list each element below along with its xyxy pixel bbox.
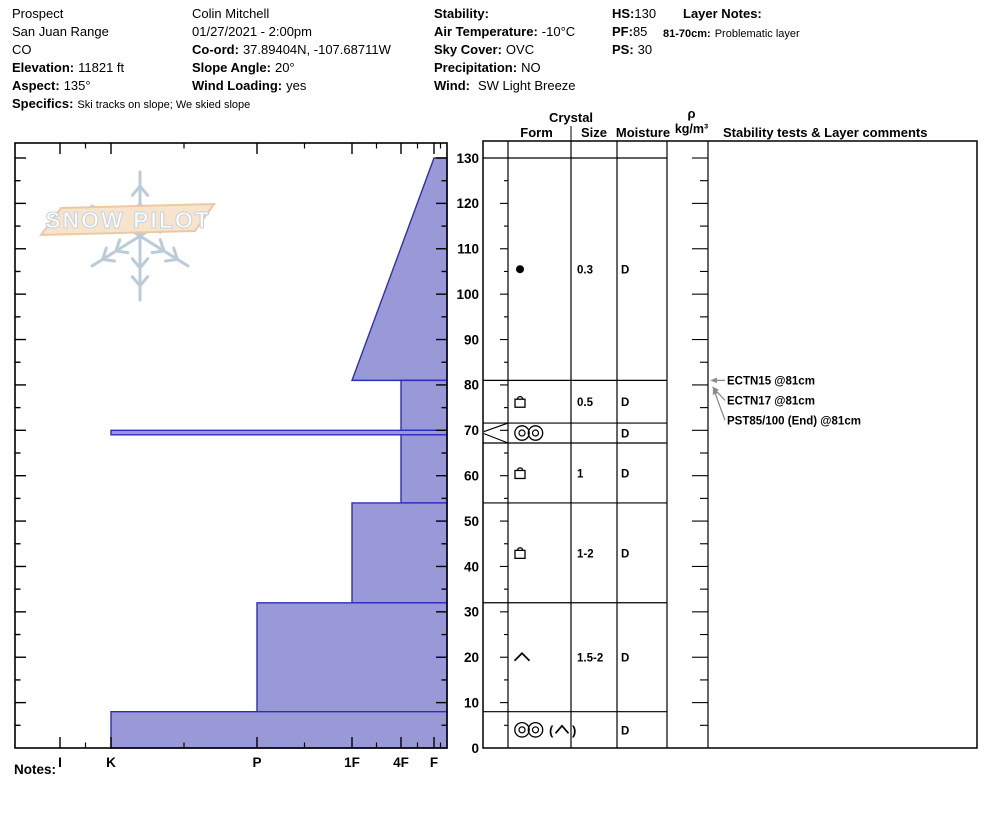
depth-label: 10 <box>463 695 479 711</box>
thin-layer-connector <box>484 434 508 443</box>
snowflake-branch <box>166 259 178 261</box>
snowpilot-logo <box>41 172 214 300</box>
hardness-label: P <box>252 755 262 770</box>
moisture-value: D <box>621 548 630 561</box>
hardness-label: F <box>429 755 439 770</box>
hs-value: 130 <box>634 6 657 21</box>
grain-form-symbol-MFpc <box>515 426 529 440</box>
table-border <box>483 141 977 748</box>
observation-datetime: 01/27/2021 - 2:00pm <box>192 24 312 39</box>
moisture-value: D <box>621 264 630 277</box>
coord-value: 37.89404N, -107.68711W <box>242 42 391 57</box>
grain-form-symbol-MFpc-inner <box>533 727 539 733</box>
grain-form-symbol-FCxr <box>515 470 525 478</box>
snowflake-branch <box>152 251 164 253</box>
layer-polygon <box>352 503 447 603</box>
snowflake-icon <box>92 172 188 300</box>
mountain-range: San Juan Range <box>12 24 109 39</box>
moisture-header: Moisture <box>615 125 671 140</box>
stability-test-label: PST85/100 (End) @81cm <box>727 415 861 428</box>
wind-loading-value: yes <box>286 78 307 93</box>
test-arrow-head <box>710 378 717 384</box>
depth-label: 0 <box>471 740 479 756</box>
elevation-value: 11821 ft <box>78 60 125 75</box>
layer-note-range: 81-70cm: <box>663 28 711 40</box>
slope-angle-value: 20° <box>274 60 295 75</box>
layer-note-text: Problematic layer <box>714 28 800 40</box>
depth-label: 70 <box>463 423 479 439</box>
layer-notes-label: Layer Notes: <box>683 6 762 21</box>
elevation-label: Elevation: <box>12 60 75 75</box>
hardness-label: I <box>58 755 62 770</box>
size-value: 0.3 <box>577 264 593 277</box>
coord-label: Co-ord: <box>192 42 239 57</box>
depth-label: 60 <box>463 468 479 484</box>
grain-form-symbol-FCxr <box>515 550 525 558</box>
stability-test-label: ECTN17 @81cm <box>727 395 815 408</box>
size-value: 1 <box>577 468 584 481</box>
notes-label: Notes: <box>14 762 57 777</box>
grain-form-symbol-MFpc <box>528 723 542 737</box>
logo-text: SNOW PILOT <box>45 207 211 233</box>
precip-value: NO <box>521 60 541 75</box>
wind-value: SW Light Breeze <box>477 78 576 93</box>
grain-form-symbol-MFpc <box>528 426 542 440</box>
stability-label: Stability: <box>434 6 489 21</box>
test-arrow-line <box>715 392 725 420</box>
depth-label: 110 <box>457 241 479 257</box>
hardness-label: K <box>106 755 116 770</box>
grain-form-symbol-DH <box>556 726 569 734</box>
pf-label: PF: <box>612 24 633 39</box>
depth-label: 80 <box>463 377 479 393</box>
depth-label: 30 <box>463 604 479 620</box>
hardness-label: 1F <box>344 755 360 770</box>
air-temp-label: Air Temperature: <box>434 24 538 39</box>
grain-form-symbol-MFpc-inner <box>519 727 525 733</box>
moisture-value: D <box>621 652 630 665</box>
density-unit-header: kg/m³ <box>674 122 709 136</box>
grain-form-symbol-DH <box>515 653 530 661</box>
size-value: 1.5-2 <box>577 652 604 665</box>
observer-name: Colin Mitchell <box>192 6 270 21</box>
grain-form-symbol-MFpc-inner <box>533 430 539 436</box>
aspect-label: Aspect: <box>12 78 60 93</box>
form-header: Form <box>520 125 553 140</box>
depth-label: 40 <box>463 559 479 575</box>
secondary-form-paren: ) <box>572 722 577 738</box>
grain-form-symbol-MFpc-inner <box>519 430 525 436</box>
depth-label: 130 <box>456 150 479 166</box>
layer-polygon <box>401 380 447 430</box>
specifics-label: Specifics: <box>12 96 74 111</box>
layer-polygon <box>111 712 447 748</box>
hs-label: HS: <box>612 6 635 21</box>
ps-value: 30 <box>637 42 653 57</box>
density-symbol-header: ρ <box>687 106 696 121</box>
size-header: Size <box>580 125 608 140</box>
grain-form-symbol-RG <box>516 265 524 273</box>
snowflake-branch <box>103 259 115 261</box>
wind-label: Wind: <box>434 78 470 93</box>
state: CO <box>12 42 32 57</box>
grain-form-symbol-MFpc <box>515 723 529 737</box>
aspect-value: 135° <box>63 78 91 93</box>
hardness-label: 4F <box>393 755 409 770</box>
air-temp-value: -10°C <box>541 24 576 39</box>
stability-tests <box>710 375 861 427</box>
sky-cover-value: OVC <box>505 42 535 57</box>
layer-polygon <box>111 430 447 435</box>
size-value: 0.5 <box>577 397 593 410</box>
specifics-value: Ski tracks on slope; We skied slope <box>77 99 251 111</box>
pf-value: 85 <box>632 24 648 39</box>
snowflake-branch <box>116 251 128 253</box>
depth-label: 50 <box>463 513 479 529</box>
stability-header: Stability tests & Layer comments <box>723 125 928 140</box>
depth-label: 90 <box>463 332 479 348</box>
grain-form-symbol-FCxr <box>515 399 525 407</box>
moisture-value: D <box>621 468 630 481</box>
moisture-value: D <box>621 725 630 738</box>
size-value: 1-2 <box>577 548 594 561</box>
layer-polygon <box>352 158 447 380</box>
slope-angle-label: Slope Angle: <box>192 60 271 75</box>
stability-test-label: ECTN15 @81cm <box>727 375 815 388</box>
crystal-header: Crystal <box>548 110 594 125</box>
pit-name: Prospect <box>12 6 64 21</box>
sky-cover-label: Sky Cover: <box>434 42 502 57</box>
depth-label: 100 <box>456 286 479 302</box>
precip-label: Precipitation: <box>434 60 518 75</box>
depth-label: 120 <box>456 196 479 212</box>
layer-polygon <box>257 603 447 712</box>
wind-loading-label: Wind Loading: <box>192 78 283 93</box>
moisture-value: D <box>621 428 630 441</box>
secondary-form-paren: ( <box>549 722 554 738</box>
depth-label: 20 <box>463 650 479 666</box>
ps-label: PS: <box>612 42 634 57</box>
layer-polygon <box>401 435 447 503</box>
moisture-value: D <box>621 397 630 410</box>
